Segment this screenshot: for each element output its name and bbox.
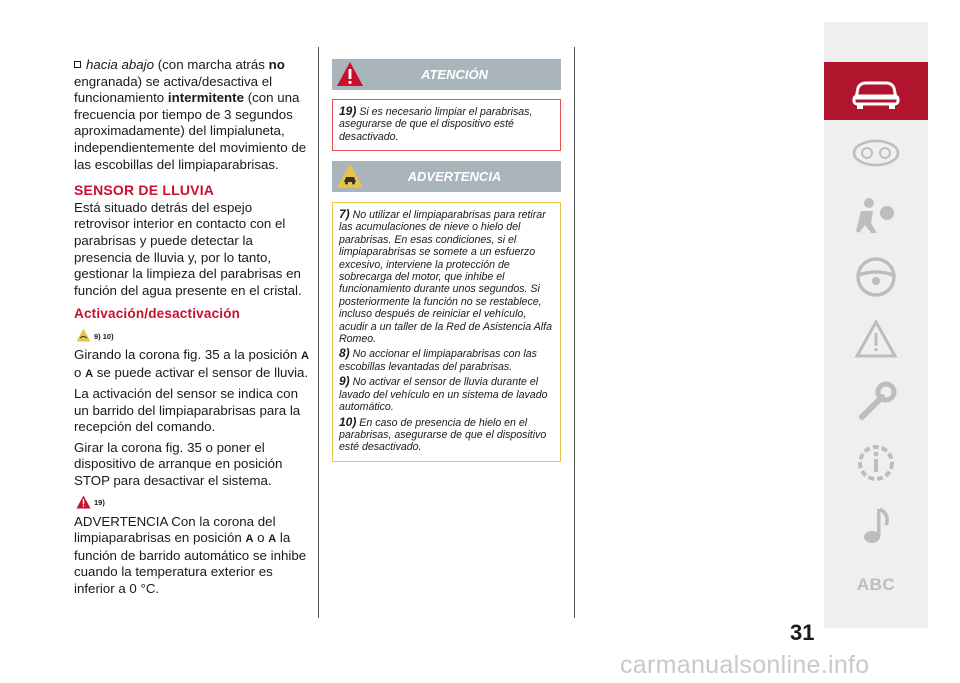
paragraph-rear-wiper: hacia abajo (con marcha atrás no engranada) se activa/desactiva el funcionamiento intermitente (con una frecuencia por tiempo de 3 segundos aproximadamente) del limpialuneta, independientemente del movimiento de las escobillas del limpiaparabrisas. — [74, 57, 307, 172]
advertencia-block — [332, 161, 561, 462]
auto-wiper-icon: A — [300, 349, 309, 362]
note-item: 9) No activar el sensor de lluvia durante el lavado del vehículo en un sistema de lavado automático. — [339, 374, 548, 414]
caution-car-triangle-icon — [336, 163, 364, 189]
reference-warning-2: 19) — [76, 493, 310, 511]
warning-triangle-icon — [854, 319, 898, 359]
auto-wiper-fast-icon: A — [268, 533, 277, 546]
page-number: 31 — [790, 620, 815, 645]
gauges-icon — [851, 138, 901, 168]
watermark: carmanualsonline.info — [620, 651, 870, 679]
sidebar-item-technical-data[interactable] — [824, 436, 928, 490]
sidebar-item-multimedia[interactable] — [824, 498, 928, 552]
paragraph-activation-indicator: La activación del sensor se indica con un barrido del limpiaparabrisas para la recepción del comando. — [74, 386, 301, 435]
note-item: 8) No accionar el limpiaparabrisas con las escobillas levantadas del parabrisas. — [339, 346, 537, 373]
reference-warning-1: 9) 10) — [76, 326, 310, 344]
wrench-icon — [854, 379, 898, 423]
atencion-box: 19) Si es necesario limpiar el parabrisas, asegurarse de que el dispositivo esté desactivado. — [332, 99, 561, 151]
checkbox-square-icon — [74, 61, 81, 68]
note-item: 10) En caso de presencia de hielo en el parabrisas, asegurarse de que el dispositivo esté desactivado. — [339, 414, 547, 454]
danger-triangle-icon — [336, 61, 364, 87]
note-item: 7) No utilizar el limpiaparabrisas para retirar las acumulaciones de nieve o hielo del parabrisas. En esas condiciones, si el limpiaparabrisas se somete a un esfuerzo excesivo, interviene la protección de sobrecarga del motor, que inhibe el funcionamiento durante unos segundos. Si posteriormente la función no se restablece, incluso después de reiniciar el vehículo, acudir a un taller de la Red de Asistencia Alfa Romeo. — [339, 207, 552, 346]
paragraph-turn-ring: Girando la corona fig. 35 a la posición A o A se puede activar el sensor de lluvia. — [74, 346, 309, 380]
sidebar-item-maintenance[interactable] — [824, 374, 928, 428]
car-icon — [824, 62, 928, 120]
sidebar-item-index[interactable]: ABC — [856, 575, 896, 594]
main-text-column — [74, 57, 310, 598]
sidebar-item-dashboard[interactable] — [824, 126, 928, 180]
music-note-icon — [856, 503, 896, 547]
column-divider-left — [318, 47, 319, 618]
auto-wiper-fast-icon: A — [85, 367, 94, 380]
column-divider-right — [574, 47, 575, 618]
sidebar-item-safety[interactable] — [824, 188, 928, 242]
sidebar-item-driving[interactable] — [824, 250, 928, 304]
airbag-person-icon — [851, 195, 901, 235]
info-gear-icon — [854, 441, 898, 485]
advertencia-banner: ADVERTENCIA — [332, 161, 561, 192]
heading-activation: Activación/desactivación — [74, 306, 241, 322]
atencion-block — [332, 59, 561, 151]
advertencia-box — [332, 202, 561, 462]
paragraph-deactivation: Girar la corona fig. 35 o poner el dispositivo de arranque en posición STOP para desactivar el sistema. — [74, 439, 283, 489]
chapter-sidebar — [824, 22, 928, 628]
auto-wiper-icon: A — [245, 533, 254, 546]
sidebar-item-emergency[interactable] — [824, 312, 928, 366]
paragraph-rain-sensor: Está situado detrás del espejo retrovisor interior en contacto con el parabrisas y puede detectar la presencia de lluvia y, por lo tanto, gestionar la limpieza del parabrisas en función del agua presente en el cristal. — [74, 199, 302, 298]
danger-triangle-icon — [76, 495, 91, 509]
caution-triangle-icon — [76, 328, 91, 342]
steering-wheel-icon — [854, 255, 898, 299]
paragraph-advertencia: ADVERTENCIA Con la corona del limpiaparabrisas en posición A o A la función de barrido automático se inhibe cuando la temperatura exterior es inferior a 0 °C. — [74, 513, 307, 597]
sidebar-item-vehicle[interactable] — [824, 62, 928, 120]
heading-rain-sensor: SENSOR DE LLUVIA — [74, 182, 215, 199]
atencion-banner: ATENCIÓN — [332, 59, 561, 90]
